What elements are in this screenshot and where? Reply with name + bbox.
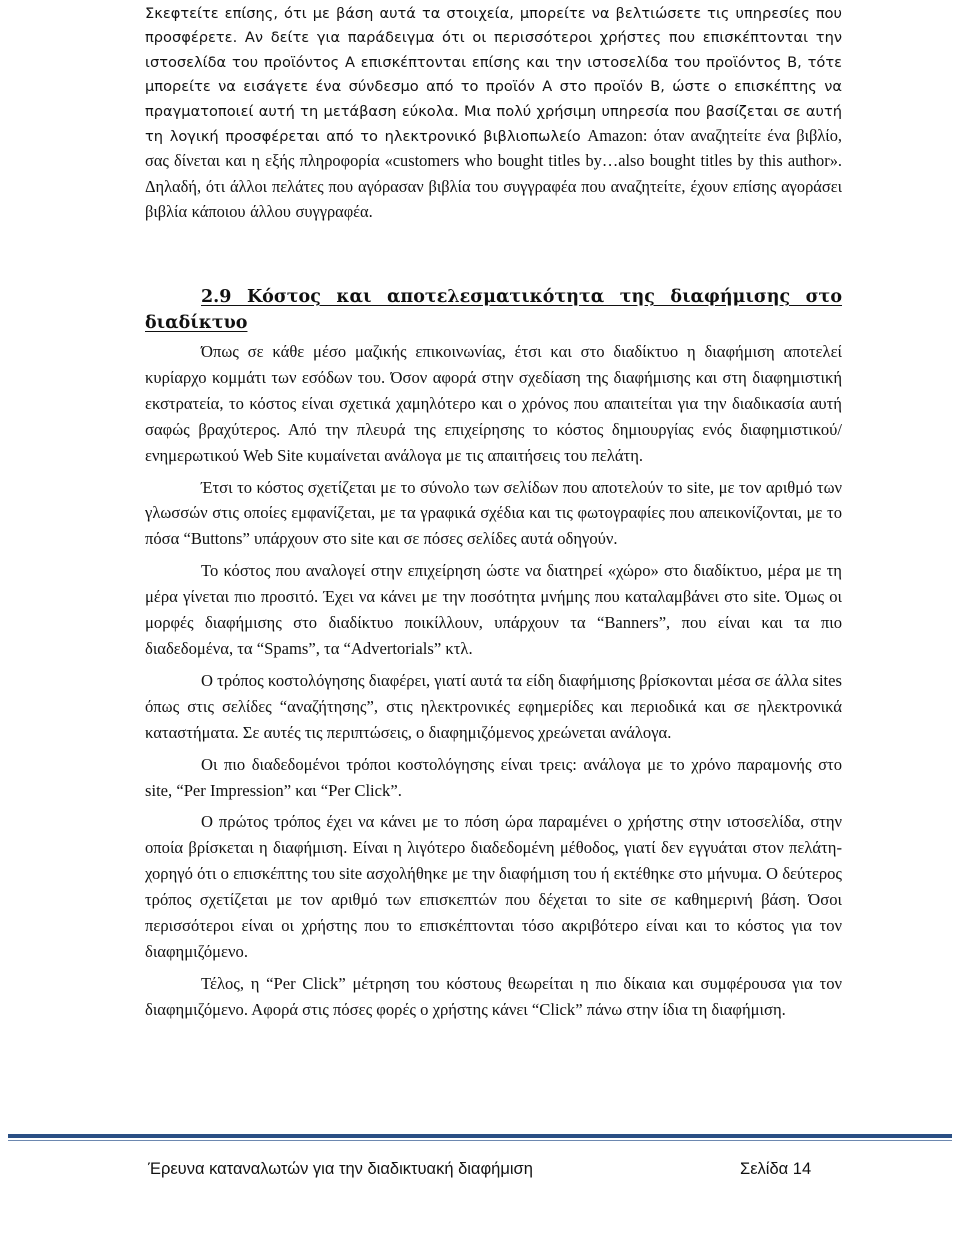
body-paragraph-7: Τέλος, η “Per Click” μέτρηση του κόστους θεωρείται η πιο δίκαια και συμφέρουσα για τον διαφημιζόμενο. Αφορά στις πόσες φορές ο χρήστης κάνει “Click” πάνω στην ίδια τη διαφήμιση. — [145, 973, 842, 1019]
body-paragraph-2: Έτσι το κόστος σχετίζεται με το σύνολο των σελίδων που αποτελούν το site, με τον αριθμό των γλωσσών στις οποίες εμφανίζεται, με τα γραφικά σχέδια και τις φωτογραφίες που απεικονίζονται, με το πόσα “Buttons” υπάρχουν στο site και σε πόσες σελίδες αυτά οδηγούν. — [145, 477, 842, 549]
body-paragraph-4: Ο τρόπος κοστολόγησης διαφέρει, γιατί αυτά τα είδη διαφήμισης βρίσκονται μέσα σε άλλα sites όπως στις σελίδες “αναζήτησης”, στις ηλεκτρονικές εφημερίδες και περιοδικά και σε ηλεκτρονικά καταστήματα. Σε αυτές τις περιπτώσεις, ο διαφημιζόμενος χρεώνεται ανάλογα. — [145, 670, 842, 742]
body-paragraph-5: Οι πιο διαδεδομένοι τρόποι κοστολόγησης είναι τρεις: ανάλογα με το χρόνο παραμονής στο site, “Per Impression” και “Per Click”. — [145, 754, 842, 800]
body-paragraph-3: Το κόστος που αναλογεί στην επιχείρηση ώστε να διατηρεί «χώρο» στο διαδίκτυο, μέρα με τη μέρα γίνεται πιο προσιτό. Έχει να κάνει με την ποσότητα μνήμης που καταλαμβάνει στο site. Όμως οι μορφές διαφήμισης στο διαδίκτυο ποικίλλουν, υπάρχουν τα “Banners”, που είναι και τα πιο διαδεδομένα, τα “Spams”, τα “Advertorials” κτλ. — [145, 561, 842, 658]
body-paragraph-1: Όπως σε κάθε μέσο μαζικής επικοινωνίας, έτσι και στο διαδίκτυο η διαφήμιση αποτελεί κυρίαρχο κομμάτι των εσόδων του. Όσον αφορά στην σχεδίαση της διαφήμισης και στη διαφημιστική εκστρατεία, το κόστος είναι σχετικά χαμηλότερο και ο χρόνος που απαιτείται για την διαδικασία αυτή σαφώς βραχύτερος. Από την πλευρά της επιχείρησης το κόστος δημιουργίας ενός διαφημιστικού/ενημερωτικού Web Site κυμαίνεται ανάλογα με τις απαιτήσεις του πελάτη. — [145, 342, 842, 465]
section-body — [145, 339, 842, 1029]
intro-text-sans: Σκεφτείτε επίσης, ότι με βάση αυτά τα στοιχεία, μπορείτε να βελτιώσετε τις υπηρεσίες που προσφέρετε. Αν δείτε για παράδειγμα ότι οι περισσότεροι χρήστες που επισκέπτονται την ιστοσελίδα του προϊόντος Α επισκέπτονται επίσης και την ιστοσελίδα του προϊόντος Β, τότε μπορείτε να εισάγετε ένα σύνδεσμο από το προϊόν Α στο προϊόν Β, ώστε ο επισκέπτης να πραγματοποιεί αυτή τη μετάβαση εύκολα. Μια πολύ χρήσιμη υπηρεσία που βασίζεται σε αυτή τη λογική προσφέρεται από το ηλεκτρονικό βιβλιοπωλείο — [145, 5, 842, 146]
page-number: Σελίδα 14 — [740, 1160, 812, 1178]
intro-paragraph — [145, 2, 842, 226]
footer-rule — [8, 1134, 952, 1138]
body-paragraph-6: Ο πρώτος τρόπος έχει να κάνει με το πόση ώρα παραμένει ο χρήστης στην ιστοσελίδα, στην οποία βρίσκεται η διαφήμιση. Είναι η λιγότερο διαδεδομένη μέθοδος, γιατί δεν εγγυάται στον πελάτη-χορηγό ότι ο επισκέπτης του site ασχολήθηκε με την διαφήμιση του ή εκτέθηκε στο μήνυμα. Ο δεύτερος τρόπος σχετίζεται με τον αριθμό των επισκεπτών που δέχεται το site σε καθημερινή βάση. Όσοι περισσότεροι είναι οι χρήστης που το επισκέπτονται τόσο ακριβότερο είναι και το κόστος για τον διαφημιζόμενο. — [145, 812, 842, 961]
section-heading: 2.9 Κόστος και αποτελεσματικότητα της διαφήμισης στο διαδίκτυο — [145, 287, 842, 333]
footer-rule-thin — [8, 1140, 952, 1141]
footer-title: Έρευνα καταναλωτών για την διαδικτυακή διαφήμιση — [148, 1160, 533, 1178]
intro-text-serif: Amazon: όταν αναζητείτε ένα βιβλίο, σας δίνεται και η εξής πληροφορία «customers who bought titles by…also bought titles by this author». Δηλαδή, ότι άλλοι πελάτες που αγόρασαν βιβλία του συγγραφέα που αναζητείτε, έχουν επίσης αγοράσει βιβλία κάποιου άλλου συγγραφέα. — [145, 126, 842, 222]
